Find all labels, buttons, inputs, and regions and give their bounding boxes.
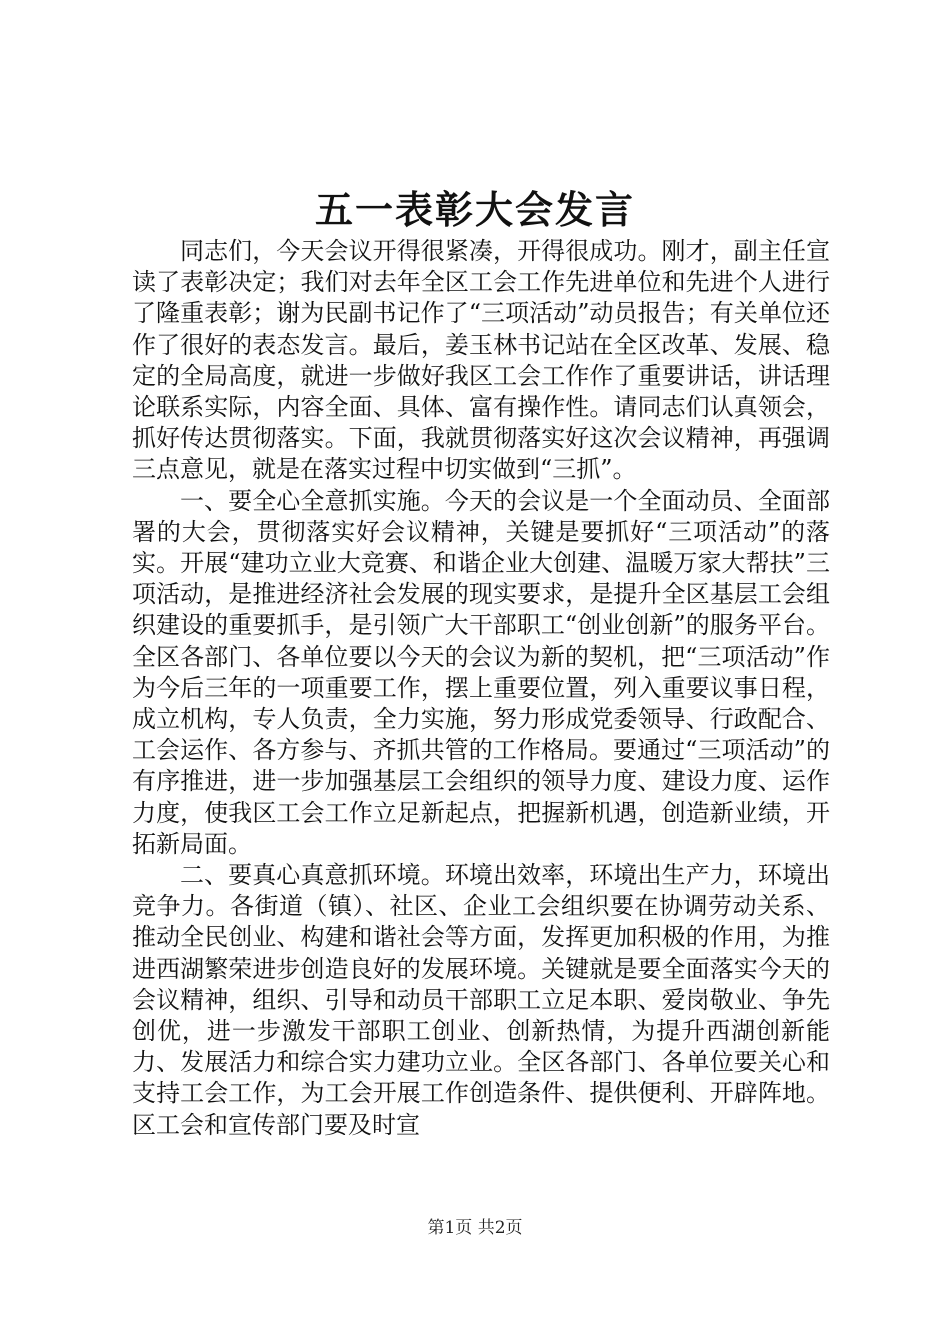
document-body: [132, 236, 830, 1141]
paragraph-point-one: 一、要全心全意抓实施。今天的会议是一个全面动员、全面部署的大会，贯彻落实好会议精神，关键是要抓好“三项活动”的落实。开展“建功立业大竞赛、和谐企业大创建、温暖万家大帮扶”三项活动，是推进经济社会发展的现实要求，是提升全区基层工会组织建设的重要抓手，是引领广大干部职工“创业创新”的服务平台。全区各部门、各单位要以今天的会议为新的契机，把“三项活动”作为今后三年的一项重要工作，摆上重要位置，列入重要议事日程，成立机构，专人负责，全力实施，努力形成党委领导、行政配合、工会运作、各方参与、齐抓共管的工作格局。要通过“三项活动”的有序推进，进一步加强基层工会组织的领导力度、建设力度、运作力度，使我区工会工作立足新起点，把握新机遇，创造新业绩，开拓新局面。: [132, 486, 830, 858]
paragraph-intro: 同志们，今天会议开得很紧凑，开得很成功。刚才，副主任宣读了表彰决定；我们对去年全区工会工作先进单位和先进个人进行了隆重表彰；谢为民副书记作了“三项活动”动员报告；有关单位还作了很好的表态发言。最后，姜玉林书记站在全区改革、发展、稳定的全局高度，就进一步做好我区工会工作作了重要讲话，讲话理论联系实际，内容全面、具体、富有操作性。请同志们认真领会，抓好传达贯彻落实。下面，我就贯彻落实好这次会议精神，再强调三点意见，就是在落实过程中切实做到“三抓”。: [132, 237, 830, 484]
paragraph-point-two: 二、要真心真意抓环境。环境出效率，环境出生产力，环境出竞争力。各街道（镇）、社区、企业工会组织要在协调劳动关系、推动全民创业、构建和谐社会等方面，发挥更加积极的作用，为推进西湖繁荣进步创造良好的发展环境。关键就是要全面落实今天的会议精神，组织、引导和动员干部职工立足本职、爱岗敬业、争先创优，进一步激发干部职工创业、创新热情，为提升西湖创新能力、发展活力和综合实力建功立业。全区各部门、各单位要关心和支持工会工作，为工会开展工作创造条件、提供便利、开辟阵地。区工会和宣传部门要及时宣: [132, 861, 830, 1139]
document-title: 五一表彰大会发言: [314, 187, 635, 232]
page-number-footer: 第1页 共2页: [427, 1218, 523, 1238]
